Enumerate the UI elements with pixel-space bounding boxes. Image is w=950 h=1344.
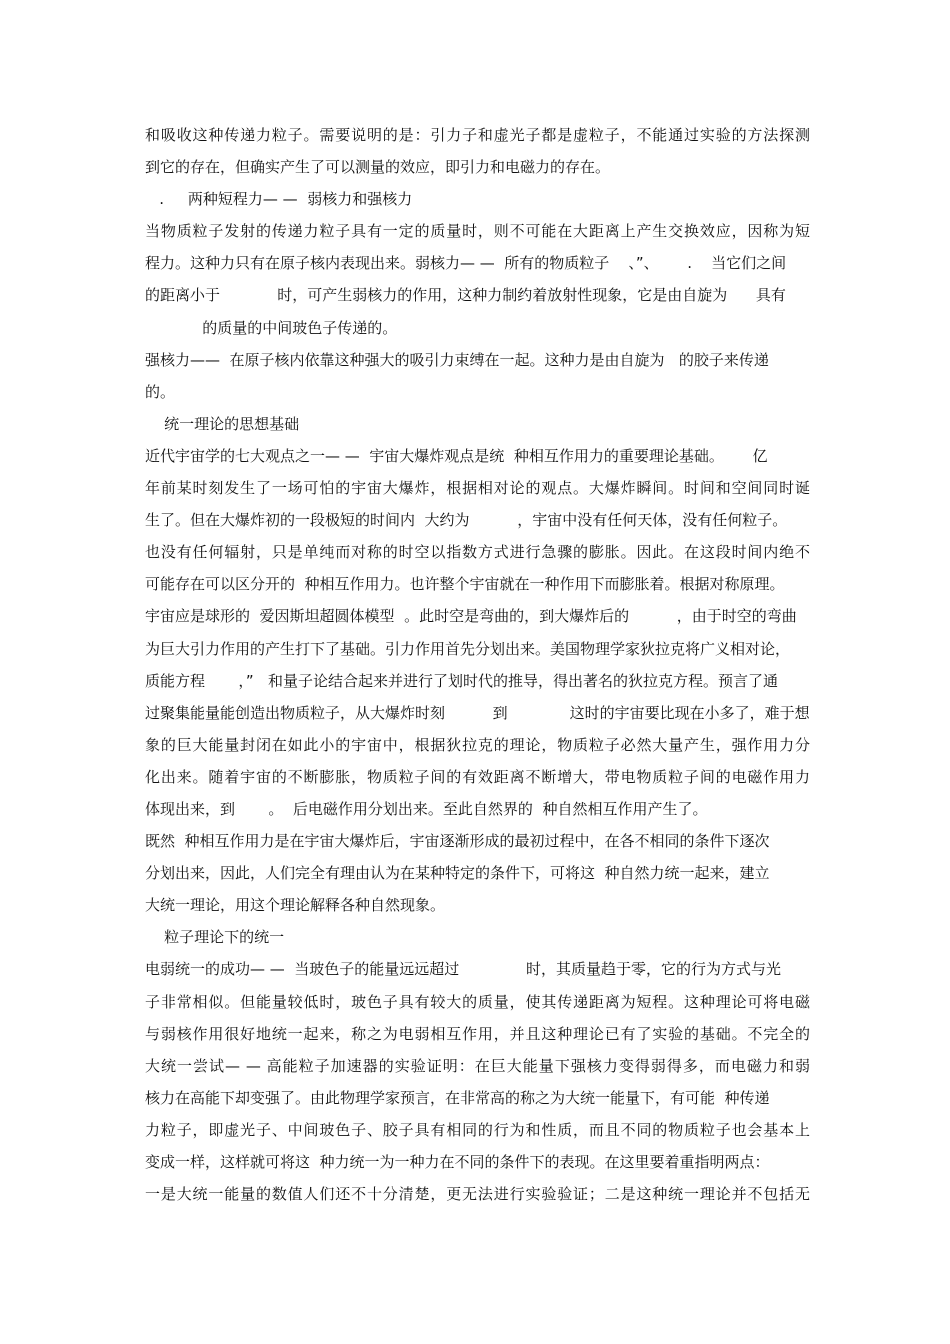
body-line: 体现出来，到 。 后电磁作用分划出来。至此自然界的 种自然相互作用产生了。 [145,799,708,818]
body-line: 宇宙应是球形的 爱因斯坦超圆体模型 。此时空是弯曲的，到大爆炸后的 ，由于时空的弯曲 [145,607,797,626]
body-line: 近代宇宙学的七大观点之一— — 宇宙大爆炸观点是统 种相互作用力的重要理论基础。 亿 [145,446,768,465]
body-line: 核力在高能下却变强了。由此物理学家预言，在非常高的称之为大统一能量下，有可能 种传递 [145,1088,770,1107]
body-line: 力粒子，即虚光子、中间玻色子、胶子具有相同的行为和性质，而且不同的物质粒子也会基本上 [145,1120,810,1139]
body-line: 年前某时刻发生了一场可怕的宇宙大爆炸，根据相对论的观点。大爆炸瞬间。时间和空间同时诞 [145,479,810,498]
body-line: 大统一理论，用这个理论解释各种自然现象。 [145,896,446,915]
body-line: 既然 种相互作用力是在宇宙大爆炸后，宇宙逐渐形成的最初过程中，在各不相同的条件下逐次 [145,832,770,851]
body-line: 也没有任何辐射，只是单纯而对称的时空以指数方式进行急骤的膨胀。因此。在这段时间内绝不 [145,543,810,562]
body-line: 变成一样，这样就可将这 种力统一为一种力在不同的条件下的表现。在这里要着重指明两点： [145,1153,770,1171]
section-heading: 粒子理论下的统一 [145,928,285,947]
body-line: 当物质粒子发射的传递力粒子具有一定的质量时，则不可能在大距离上产生交换效应，因称为短 [145,222,810,241]
body-line: 子非常相似。但能量较低时，玻色子具有较大的质量，使其传递距离为短程。这种理论可将电磁 [145,992,810,1011]
body-line: 生了。但在大爆炸初的一段极短的时间内 大约为 ，宇宙中没有任何天体，没有任何粒子。 [145,511,788,530]
body-line: 程力。这种力只有在原子核内表现出来。弱核力— — 所有的物质粒子 、”、 . 当它们之间 [145,254,787,273]
body-line: 和吸收这种传递力粒子。需要说明的是：引力子和虚光子都是虚粒子，不能通过实验的方法探测 [145,126,810,144]
body-line: 一是大统一能量的数值人们还不十分清楚，更无法进行实验验证；二是这种统一理论并不包括无 [145,1185,810,1204]
body-line: 分划出来，因此，人们完全有理由认为在某种特定的条件下，可将这 种自然力统一起来，建立 [145,864,770,883]
body-line: 可能存在可以区分开的 种相互作用力。也许整个宇宙就在一种作用下而膨胀着。根据对称原理。 [145,575,785,594]
body-line: 大统一尝试— — 高能粒子加速器的实验证明：在巨大能量下强核力变得弱得多，而电磁力和弱 [145,1056,810,1075]
body-line: 的。 [145,382,176,401]
body-line: 过聚集能量能创造出物质粒子，从大爆炸时刻 到 这时的宇宙要比现在小多了，难于想 [145,703,810,722]
document-body [145,119,810,1210]
section-heading: . 两种短程力— — 弱核力和强核力 [145,190,413,209]
body-line: 的距离小于 时，可产生弱核力的作用，这种力制约着放射性现象，它是由自旋为 具有 [145,286,786,305]
section-heading: 统一理论的思想基础 [145,414,300,433]
body-line: 的质量的中间玻色子传递的。 [145,318,398,337]
body-line: 质能方程 ，” 和量子论结合起来并进行了划时代的推导，得出著名的狄拉克方程。预言了通 [145,671,778,690]
body-line: 强核力—— 在原子核内依靠这种强大的吸引力束缚在一起。这种力是由自旋为 的胶子来传递 [145,350,769,369]
body-line: 电弱统一的成功— — 当玻色子的能量远远超过 时，其质量趋于零，它的行为方式与光 [145,960,782,979]
body-line: 象的巨大能量封闭在如此小的宇宙中，根据狄拉克的理论，物质粒子必然大量产生，强作用力分 [145,735,810,754]
body-line: 化出来。随着宇宙的不断膨胀，物质粒子间的有效距离不断增大，带电物质粒子间的电磁作用力 [145,767,810,786]
body-line: 为巨大引力作用的产生打下了基础。引力作用首先分划出来。美国物理学家狄拉克将广义相对论， [145,639,791,658]
body-line: 到它的存在，但确实产生了可以测量的效应，即引力和电磁力的存在。 [145,158,611,177]
body-line: 与弱核作用很好地统一起来，称之为电弱相互作用，并且这种理论已有了实验的基础。不完全的 [145,1024,810,1043]
